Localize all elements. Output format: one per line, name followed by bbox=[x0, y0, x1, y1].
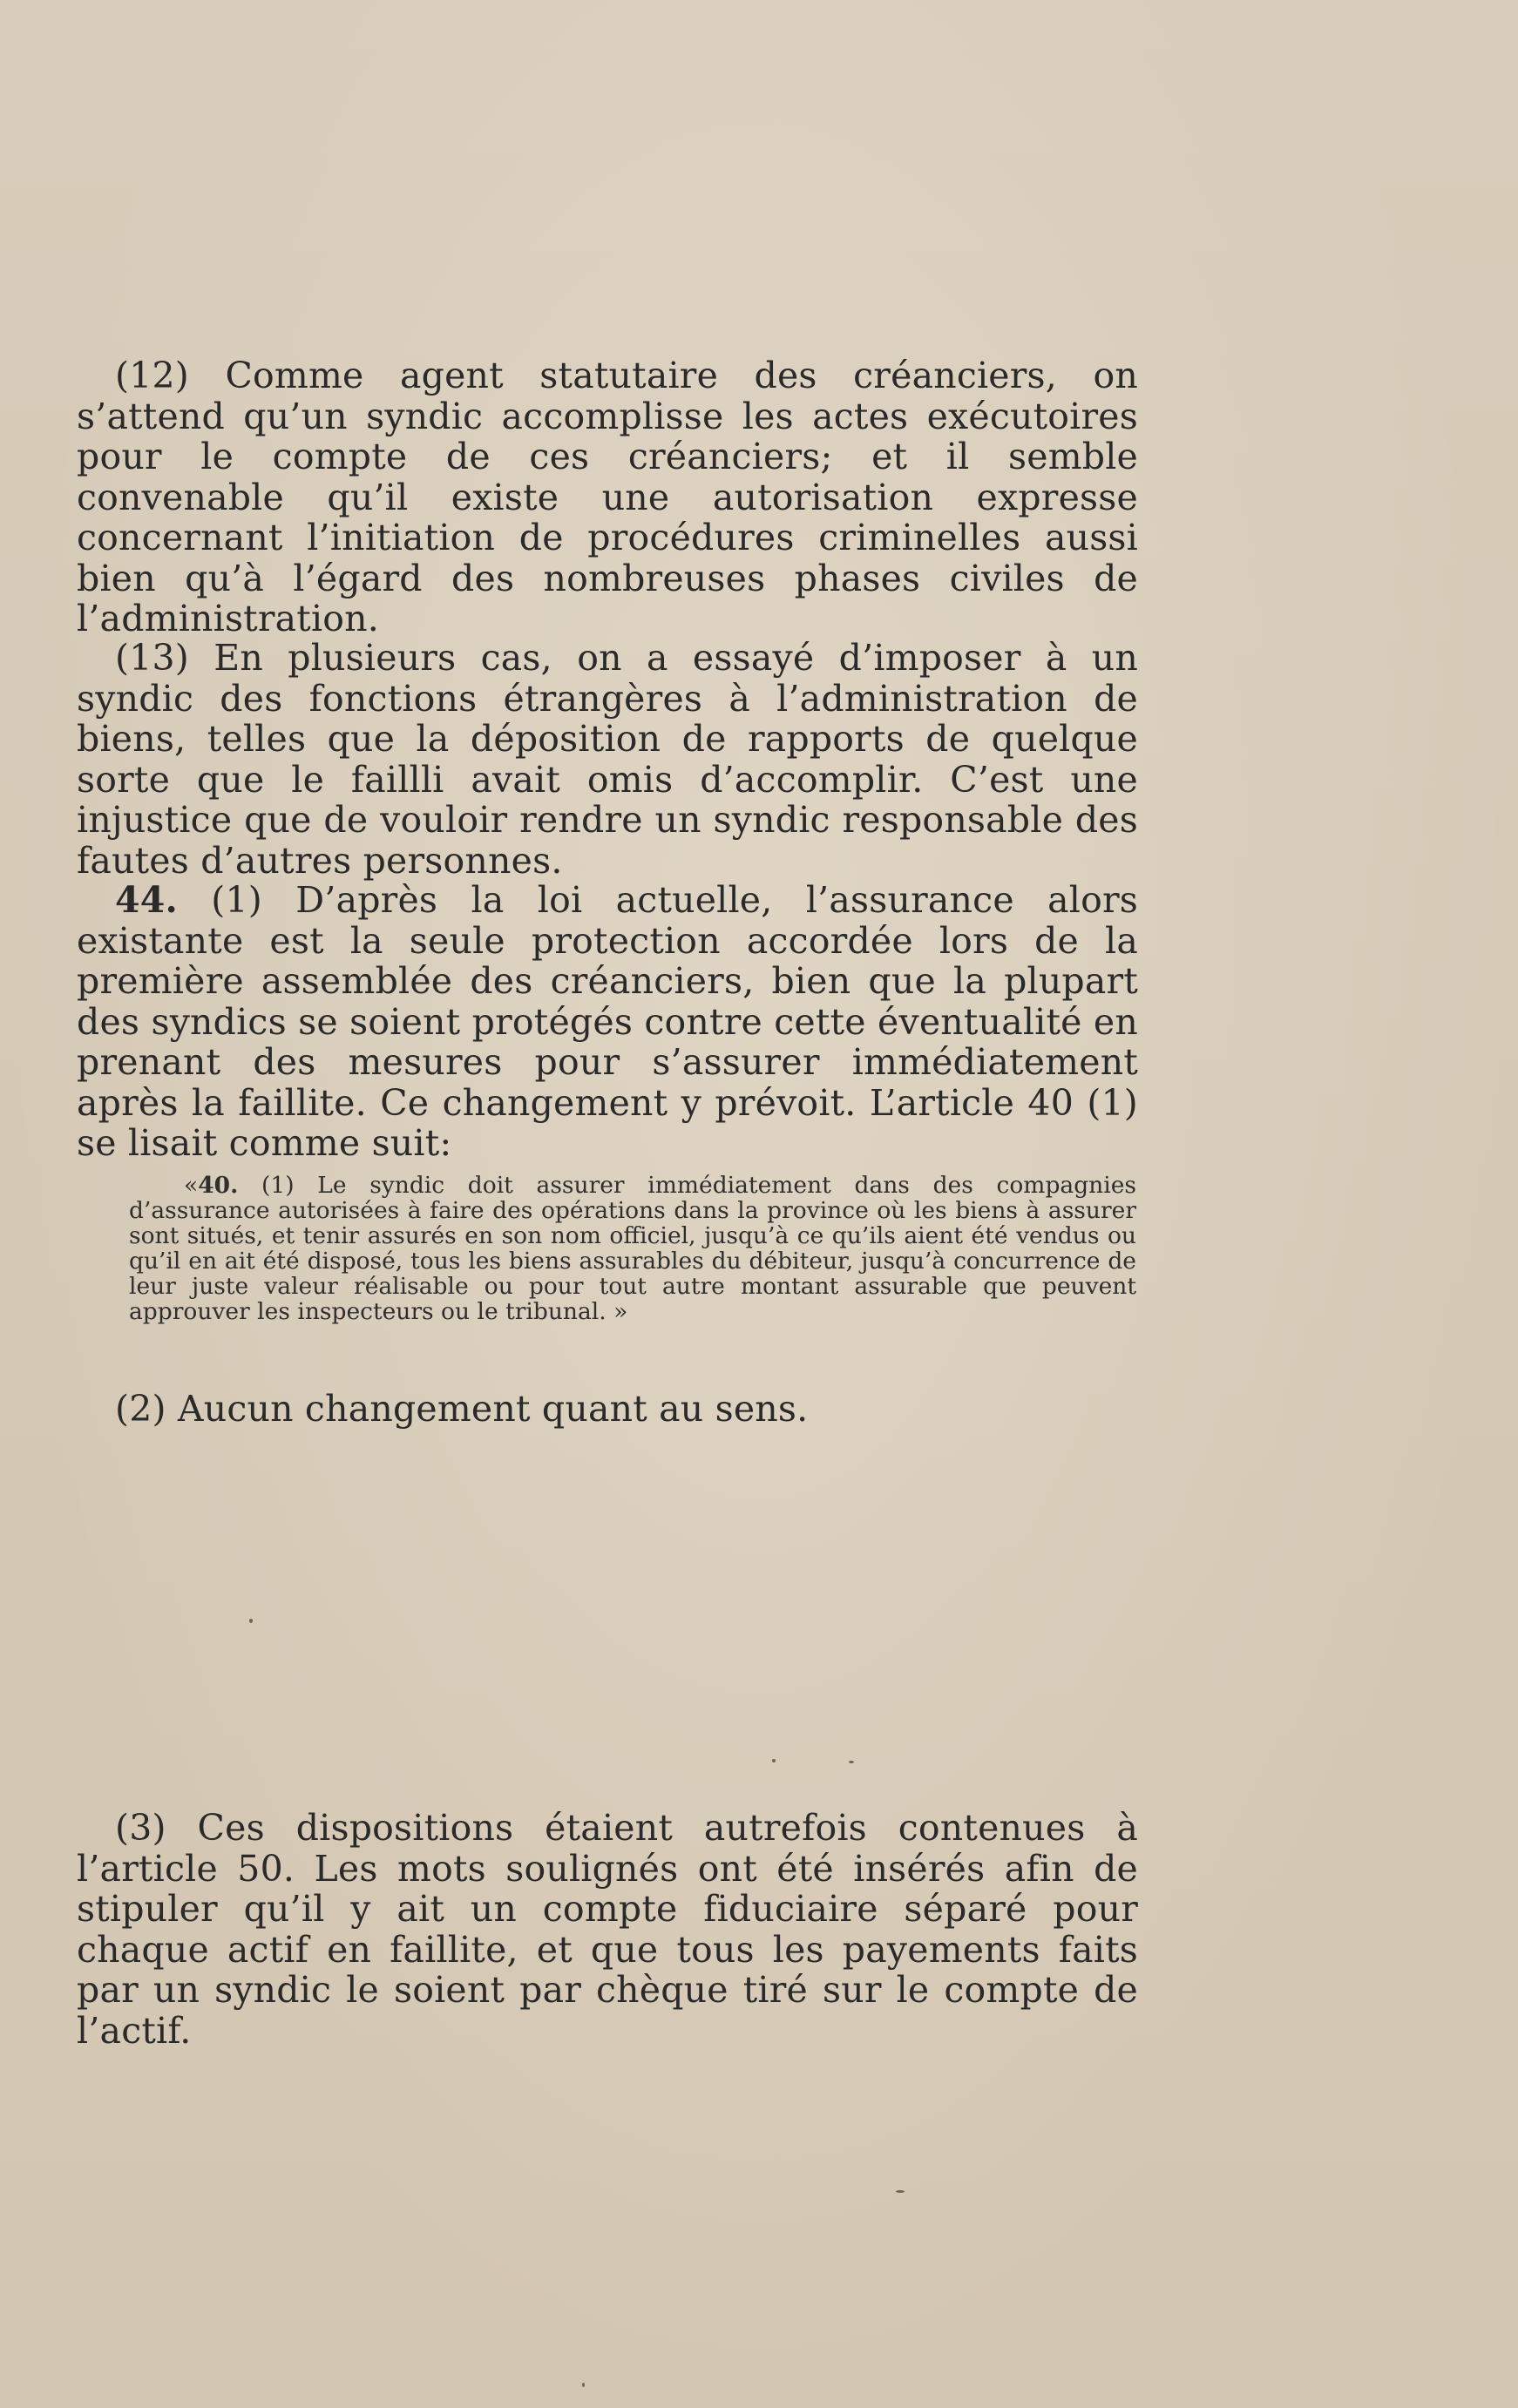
paragraph-2 bbox=[77, 1389, 1138, 1430]
paper-speck bbox=[249, 1619, 253, 1623]
article-44-number: 44. bbox=[115, 879, 178, 921]
paragraph-3-text: (3) Ces dispositions étaient autrefois contenues à l’article 50. Les mots soulignés ont été insérés afin de stipuler qu’il y ait un compte fiduciaire séparé pour chaque actif en faillite, et que tous les payements faits par un syndic le soient par chèque tiré sur le compte de l’actif. bbox=[77, 1807, 1138, 2052]
paper-speck bbox=[849, 1761, 854, 1763]
quoted-article-number: 40. bbox=[198, 1172, 239, 1199]
quote-open-mark: « bbox=[184, 1172, 199, 1199]
paragraph-13-text: (13) En plusieurs cas, on a essayé d’imposer à un syndic des fonctions étrangères à l’administration de biens, telles que la déposition de rapports de quelque sorte que le faillli avait omis d’accomplir. C’est une injustice que de vouloir rendre un syndic responsable des fautes d’autres personnes. bbox=[77, 637, 1138, 882]
article-44-body bbox=[77, 880, 1138, 1164]
paragraph-3 bbox=[77, 1808, 1138, 2051]
paragraph-12 bbox=[77, 355, 1138, 639]
paragraph-12-text: (12) Comme agent statutaire des créanciers, on s’attend qu’un syndic accomplisse les actes exécutoires pour le compte de ces créanciers; et il semble convenable qu’il existe une autorisation expresse concernant l’initiation de procédures criminelles aussi bien qu’à l’égard des nombreuses phases civiles de l’administration. bbox=[77, 355, 1138, 639]
article-44-text: (1) D’après la loi actuelle, l’assurance alors existante est la seule protection accordée lors de la première assemblée des créanciers, bien que la plupart des syndics se soient protégés contre cette éventualité en prenant des mesures pour s’assurer immédiatement après la faillite. Ce changement y prévoit. L’article 40 (1) se lisait comme suit: bbox=[77, 879, 1138, 1164]
paragraph-2-text: (2) Aucun changement quant au sens. bbox=[115, 1388, 809, 1430]
article-44-paragraph bbox=[77, 880, 1138, 1164]
paper-speck bbox=[582, 2383, 585, 2387]
quoted-article-40 bbox=[129, 1173, 1136, 1324]
paper-speck bbox=[896, 2190, 905, 2193]
quoted-article-text: (1) Le syndic doit assurer immédiatement dans des compagnies d’assurance autorisées à faire des opérations dans la province où les biens à assurer sont situés, et tenir assurés en son nom officiel, jusqu’à ce qu’ils aient été vendus ou qu’il en ait été disposé, tous les biens assurables du débiteur, jusqu’à concurrence de leur juste valeur réalisable ou pour tout autre montant assurable que peuvent approuver les inspecteurs ou le tribunal. » bbox=[129, 1172, 1136, 1325]
quoted-article-40-body bbox=[74, 1173, 1136, 1324]
paragraph-13 bbox=[77, 638, 1138, 881]
paper-speck bbox=[772, 1759, 776, 1762]
